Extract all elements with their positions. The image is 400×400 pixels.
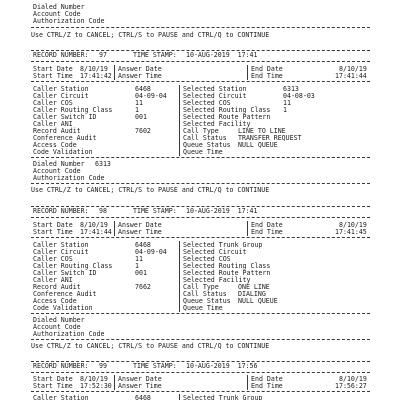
- selected-circuit-label: Selected Circuit: [183, 92, 247, 100]
- caller-ani-label: Caller ANI: [33, 120, 73, 128]
- end-time: 17:56:27: [335, 382, 367, 390]
- caller-circuit: 04-09-04: [135, 92, 167, 100]
- conference-audit-label: Conference Audit: [33, 134, 97, 142]
- call-type-label: Call Type: [183, 283, 219, 291]
- selected-cos: 11: [283, 99, 291, 107]
- account-code-label: Account Code: [33, 323, 81, 331]
- section-divider: [31, 237, 370, 238]
- time-stamp-label: TIME STAMP:: [133, 51, 177, 59]
- selected-facility-label: Selected Facility: [183, 276, 251, 284]
- caller-cos-label: Caller COS: [33, 99, 73, 107]
- column-divider: [247, 65, 248, 80]
- time-stamp: 10-AUG-2019 17:41: [186, 207, 258, 215]
- dialed-number: 6313: [95, 160, 111, 168]
- queue-status-label: Queue Status: [183, 141, 231, 149]
- time-stamp-label: TIME STAMP:: [133, 362, 177, 370]
- column-divider: [179, 394, 180, 400]
- record-audit: 7662: [135, 283, 151, 291]
- caller-switch-id-label: Caller Switch ID: [33, 113, 97, 121]
- record-separator: [31, 27, 370, 28]
- queue-time-label: Queue Time: [183, 148, 223, 156]
- control-prompt: Use CTRL/Z to CANCEL; CTRL/S to PAUSE and CTRL/Q to CONTINUE: [31, 186, 270, 194]
- end-time-label: End Time: [251, 382, 283, 390]
- start-date: 8/10/19: [80, 65, 108, 73]
- caller-station: 6468: [135, 394, 151, 400]
- answer-date-label: Answer Date: [118, 375, 162, 383]
- call-type: ONE LINE: [238, 283, 270, 291]
- queue-status-label: Queue Status: [183, 297, 231, 305]
- authorization-code-label: Authorization Code: [33, 17, 105, 25]
- column-divider: [179, 241, 180, 312]
- end-time-label: End Time: [251, 72, 283, 80]
- record-separator: [31, 339, 370, 340]
- caller-routing-class-label: Caller Routing Class: [33, 262, 113, 270]
- access-code-label: Access Code: [33, 141, 77, 149]
- column-divider: [114, 221, 115, 236]
- answer-date-label: Answer Date: [118, 65, 162, 73]
- record-number-label: RECORD NUMBER:: [33, 362, 89, 370]
- section-divider: [31, 391, 370, 392]
- caller-routing-class: 1: [135, 262, 139, 270]
- selected-station-label: Selected Station: [183, 85, 247, 93]
- selected-trunk-group-label: Selected Trunk Group: [183, 394, 263, 400]
- selected-trunk-group-label: Selected Trunk Group: [183, 241, 263, 249]
- record-number-label: RECORD NUMBER:: [33, 207, 89, 215]
- section-divider: [31, 81, 370, 82]
- end-date-label: End Date: [251, 375, 283, 383]
- selected-route-pattern-label: Selected Route Pattern: [183, 113, 271, 121]
- end-time: 17:41:45: [335, 228, 367, 236]
- column-divider: [114, 375, 115, 390]
- caller-cos: 11: [135, 99, 143, 107]
- start-time: 17:41:44: [80, 228, 112, 236]
- selected-routing-class: 1: [283, 106, 287, 114]
- end-date: 8/10/19: [339, 375, 367, 383]
- start-date: 8/10/19: [80, 375, 108, 383]
- record-separator: [31, 183, 370, 184]
- caller-station: 6468: [135, 85, 151, 93]
- start-time: 17:52:30: [80, 382, 112, 390]
- end-time-label: End Time: [251, 228, 283, 236]
- caller-cos: 11: [135, 255, 143, 263]
- caller-ani-label: Caller ANI: [33, 276, 73, 284]
- column-divider: [247, 375, 248, 390]
- answer-time-label: Answer Time: [118, 382, 162, 390]
- record-audit-label: Record Audit: [33, 283, 81, 291]
- caller-station: 6468: [135, 241, 151, 249]
- start-time-label: Start Time: [33, 382, 73, 390]
- dialed-number-label: Dialed Number: [33, 316, 85, 324]
- start-time: 17:41:42: [80, 72, 112, 80]
- call-status: DIALING: [238, 290, 266, 298]
- caller-station-label: Caller Station: [33, 85, 89, 93]
- start-time-label: Start Time: [33, 72, 73, 80]
- section-divider: [31, 313, 370, 314]
- record-number: 97: [99, 51, 107, 59]
- call-status: TRANSFER REQUEST: [238, 134, 302, 142]
- caller-station-label: Caller Station: [33, 394, 89, 400]
- caller-switch-id-label: Caller Switch ID: [33, 269, 97, 277]
- caller-circuit-label: Caller Circuit: [33, 92, 89, 100]
- time-stamp-label: TIME STAMP:: [133, 207, 177, 215]
- end-date-label: End Date: [251, 65, 283, 73]
- access-code-label: Access Code: [33, 297, 77, 305]
- caller-routing-class-label: Caller Routing Class: [33, 106, 113, 114]
- conference-audit-label: Conference Audit: [33, 290, 97, 298]
- selected-route-pattern-label: Selected Route Pattern: [183, 269, 271, 277]
- record-audit: 7602: [135, 127, 151, 135]
- selected-circuit-label: Selected Circuit: [183, 248, 247, 256]
- end-date: 8/10/19: [339, 221, 367, 229]
- column-divider: [247, 221, 248, 236]
- caller-circuit-label: Caller Circuit: [33, 248, 89, 256]
- code-validation-label: Code Validation: [33, 304, 93, 312]
- record-number: 99: [99, 362, 107, 370]
- control-prompt: Use CTRL/Z to CANCEL; CTRL/S to PAUSE and CTRL/Q to CONTINUE: [31, 342, 270, 350]
- selected-facility-label: Selected Facility: [183, 120, 251, 128]
- end-date-label: End Date: [251, 221, 283, 229]
- caller-routing-class: 1: [135, 106, 139, 114]
- caller-cos-label: Caller COS: [33, 255, 73, 263]
- answer-time-label: Answer Time: [118, 228, 162, 236]
- start-date: 8/10/19: [80, 221, 108, 229]
- caller-switch-id: 001: [135, 269, 147, 277]
- start-date-label: Start Date: [33, 375, 73, 383]
- call-status-label: Call Status: [183, 134, 227, 142]
- code-validation-label: Code Validation: [33, 148, 93, 156]
- queue-status: NULL QUEUE: [238, 141, 278, 149]
- queue-status: NULL QUEUE: [238, 297, 278, 305]
- control-prompt: Use CTRL/Z to CANCEL; CTRL/S to PAUSE and CTRL/Q to CONTINUE: [31, 31, 270, 39]
- selected-station: 6313: [283, 85, 299, 93]
- call-status-label: Call Status: [183, 290, 227, 298]
- account-code-label: Account Code: [33, 167, 81, 175]
- selected-circuit: 04-08-03: [283, 92, 315, 100]
- answer-time-label: Answer Time: [118, 72, 162, 80]
- authorization-code-label: Authorization Code: [33, 330, 105, 338]
- dialed-number-label: Dialed Number: [33, 3, 85, 11]
- caller-switch-id: 001: [135, 113, 147, 121]
- section-divider: [31, 157, 370, 158]
- column-divider: [114, 65, 115, 80]
- caller-circuit: 04-09-04: [135, 248, 167, 256]
- authorization-code-label: Authorization Code: [33, 174, 105, 182]
- end-date: 8/10/19: [339, 65, 367, 73]
- record-audit-label: Record Audit: [33, 127, 81, 135]
- column-divider: [179, 85, 180, 156]
- queue-time-label: Queue Time: [183, 304, 223, 312]
- selected-routing-class-label: Selected Routing Class: [183, 106, 271, 114]
- start-date-label: Start Date: [33, 65, 73, 73]
- time-stamp: 10-AUG-2019 17:56: [186, 362, 258, 370]
- start-date-label: Start Date: [33, 221, 73, 229]
- account-code-label: Account Code: [33, 10, 81, 18]
- record-number-label: RECORD NUMBER:: [33, 51, 89, 59]
- caller-station-label: Caller Station: [33, 241, 89, 249]
- start-time-label: Start Time: [33, 228, 73, 236]
- record-number: 98: [99, 207, 107, 215]
- end-time: 17:41:44: [335, 72, 367, 80]
- call-type: LINE TO LINE: [238, 127, 286, 135]
- call-type-label: Call Type: [183, 127, 219, 135]
- dialed-number-label: Dialed Number: [33, 160, 85, 168]
- time-stamp: 10-AUG-2019 17:41: [186, 51, 258, 59]
- answer-date-label: Answer Date: [118, 221, 162, 229]
- selected-cos-label: Selected COS: [183, 255, 231, 263]
- selected-cos-label: Selected COS: [183, 99, 231, 107]
- selected-routing-class-label: Selected Routing Class: [183, 262, 271, 270]
